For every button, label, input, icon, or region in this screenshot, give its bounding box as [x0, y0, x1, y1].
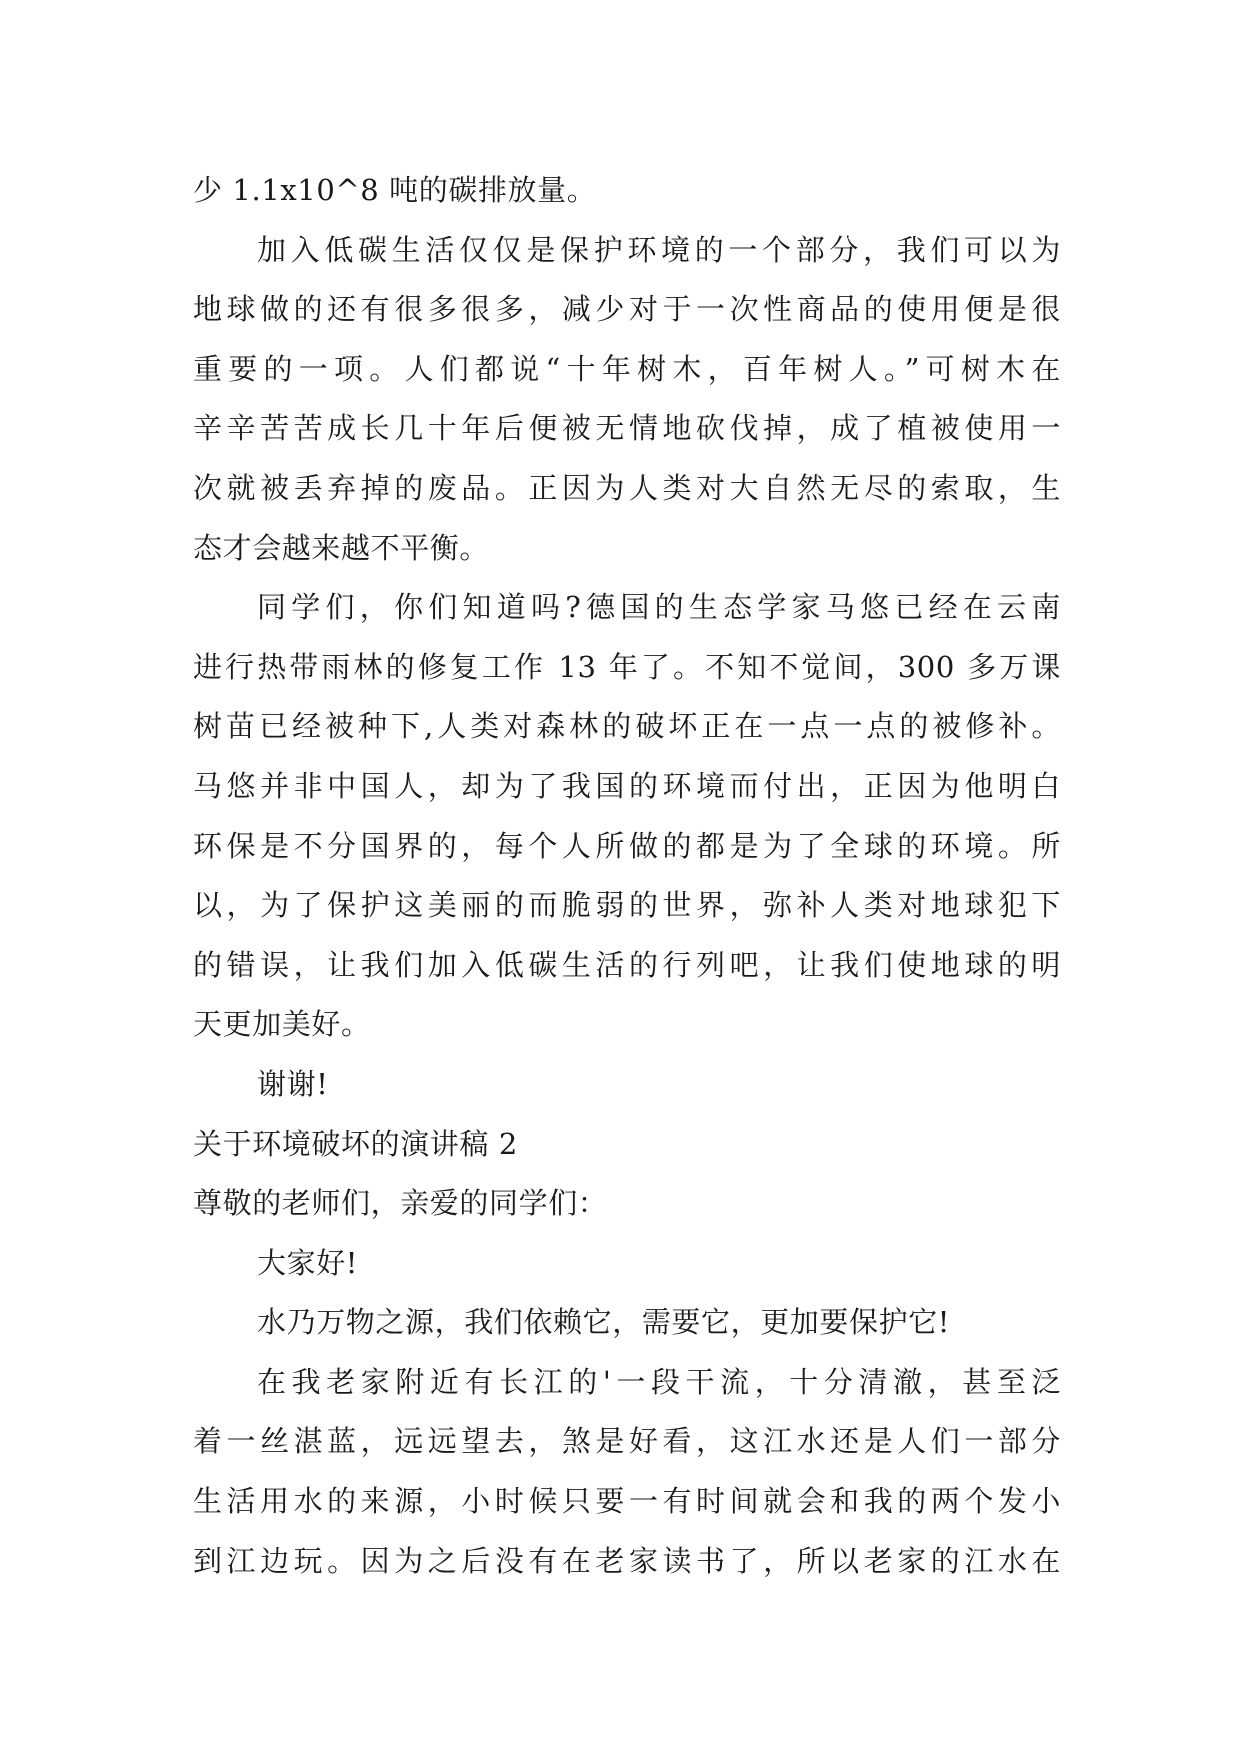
text-line: 态才会越来越不平衡。 [193, 530, 490, 565]
text-line: 进行热带雨林的修复工作 13 年了。不知不觉间，300 多万课 [193, 649, 1061, 684]
text-line: 生活用水的来源，小时候只要一有时间就会和我的两个发小 [193, 1484, 1061, 1519]
text-line: 马悠并非中国人，却为了我国的环境而付出，正因为他明白 [193, 768, 1061, 803]
text-line: 天更加美好。 [193, 1007, 371, 1042]
text-line: 的错误，让我们加入低碳生活的行列吧，让我们使地球的明 [193, 947, 1061, 982]
text-line: 到江边玩。因为之后没有在老家读书了，所以老家的江水在 [193, 1543, 1061, 1578]
text-line: 环保是不分国界的，每个人所做的都是为了全球的环境。所 [193, 828, 1061, 863]
text-line: 次就被丢弃掉的废品。正因为人类对大自然无尽的索取，生 [193, 470, 1061, 505]
closing-thanks: 谢谢! [257, 1066, 329, 1101]
salutation: 尊敬的老师们，亲爱的同学们： [193, 1186, 608, 1221]
section-heading: 关于环境破坏的演讲稿 2 [193, 1126, 518, 1161]
text-line: 少 1.1x10^8 吨的碳排放量。 [193, 173, 597, 207]
text-line: 同学们，你们知道吗?德国的生态学家马悠已经在云南 [257, 590, 1061, 625]
text-line: 以，为了保护这美丽的而脆弱的世界，弥补人类对地球犯下 [193, 888, 1061, 923]
text-line: 在我老家附近有长江的'一段干流，十分清澈，甚至泛 [257, 1364, 1061, 1399]
text-line: 着一丝湛蓝，远远望去，煞是好看，这江水还是人们一部分 [193, 1424, 1061, 1459]
text-line: 重要的一项。人们都说“十年树木，百年树人。”可树木在 [193, 351, 1061, 386]
text-line: 树苗已经被种下,人类对森林的破坏正在一点一点的被修补。 [193, 709, 1061, 744]
text-line: 加入低碳生活仅仅是保护环境的一个部分，我们可以为 [257, 232, 1061, 267]
text-line: 地球做的还有很多很多，减少对于一次性商品的使用便是很 [193, 292, 1061, 327]
text-line: 水乃万物之源，我们依赖它，需要它，更加要保护它! [257, 1305, 951, 1340]
greeting: 大家好! [257, 1245, 359, 1280]
speech-text-body [193, 161, 1061, 1591]
text-line: 辛辛苦苦成长几十年后便被无情地砍伐掉，成了植被使用一 [193, 411, 1061, 446]
